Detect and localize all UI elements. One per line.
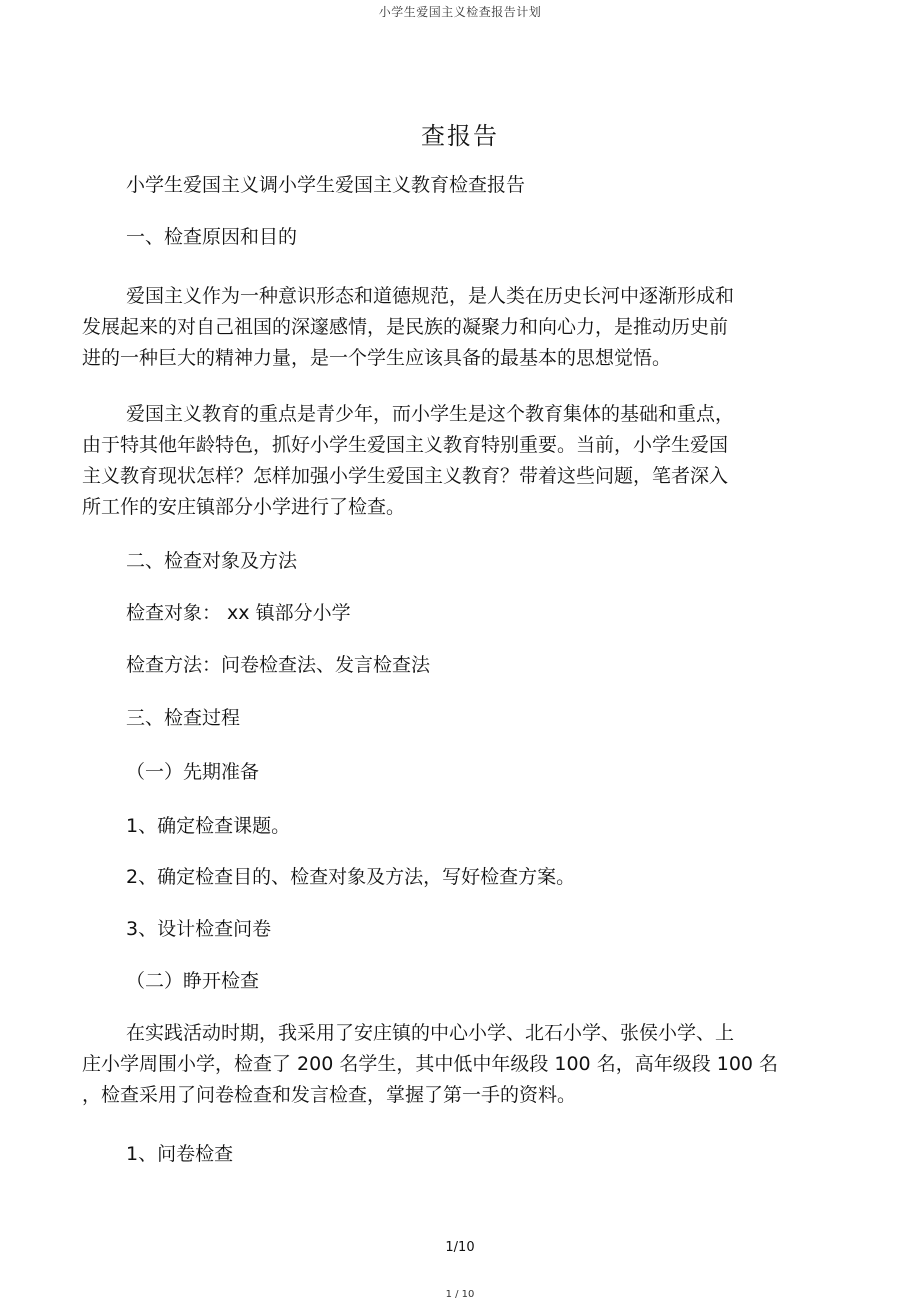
paragraph-patriotism-definition (82, 281, 802, 374)
subsection-heading-preparation: （一）先期准备 (126, 761, 260, 783)
list-item-questionnaire: 3、设计检查问卷 (126, 918, 272, 940)
section-heading-purpose: 一、检查原因和目的 (126, 226, 298, 248)
page-number: 1/10 (445, 1240, 475, 1255)
section-heading-process: 三、检查过程 (126, 707, 241, 729)
paragraph-line: 庄小学周围小学，检查了 200 名学生，其中低中年级段 100 名，高年级段 100 名 (82, 1053, 779, 1075)
paragraph-line: 发展起来的对自己祖国的深邃感情，是民族的凝聚力和向心力，是推动历史前 (82, 316, 729, 338)
footer-page-number: 1 / 10 (445, 1289, 475, 1300)
paragraph-line: 爱国主义作为一种意识形态和道德规范，是人类在历史长河中逐渐形成和 (126, 285, 735, 307)
paragraph-line: 主义教育现状怎样？怎样加强小学生爱国主义教育？带着这些问题，笔者深入 (82, 465, 729, 487)
paragraph-line: 由于特其他年龄特色，抓好小学生爱国主义教育特别重要。当前，小学生爱国 (82, 434, 729, 456)
paragraph-line: 进的一种巨大的精神力量，是一个学生应该具备的最基本的思想觉悟。 (82, 347, 672, 369)
paragraph-line: 爱国主义教育的重点是青少年，而小学生是这个教育集体的基础和重点， (126, 403, 735, 425)
paragraph-education-focus (82, 399, 802, 523)
document-subtitle: 小学生爱国主义调小学生爱国主义教育检查报告 (126, 174, 526, 196)
section-heading-objects-methods: 二、检查对象及方法 (126, 550, 298, 572)
subsection-heading-conduct: （二）睁开检查 (126, 970, 260, 992)
list-item-topic: 1、确定检查课题。 (126, 815, 291, 837)
list-item-plan: 2、确定检查目的、检查对象及方法，写好检查方案。 (126, 866, 576, 888)
list-item-questionnaire-inspection: 1、问卷检查 (126, 1143, 234, 1165)
paragraph-practice-activity (82, 1018, 802, 1111)
inspection-method-line: 检查方法：问卷检查法、发言检查法 (126, 654, 431, 676)
paragraph-line: 所工作的安庄镇部分小学进行了检查。 (82, 496, 406, 518)
paragraph-line: ，检查采用了问卷检查和发言检查，掌握了第一手的资料。 (82, 1084, 577, 1106)
document-header-title: 小学生爱国主义检查报告计划 (378, 5, 542, 19)
document-title: 查报告 (421, 122, 499, 150)
paragraph-line: 在实践活动时期，我采用了安庄镇的中心小学、北石小学、张侯小学、上 (126, 1022, 735, 1044)
inspection-object-line: 检查对象： xx 镇部分小学 (126, 602, 351, 624)
